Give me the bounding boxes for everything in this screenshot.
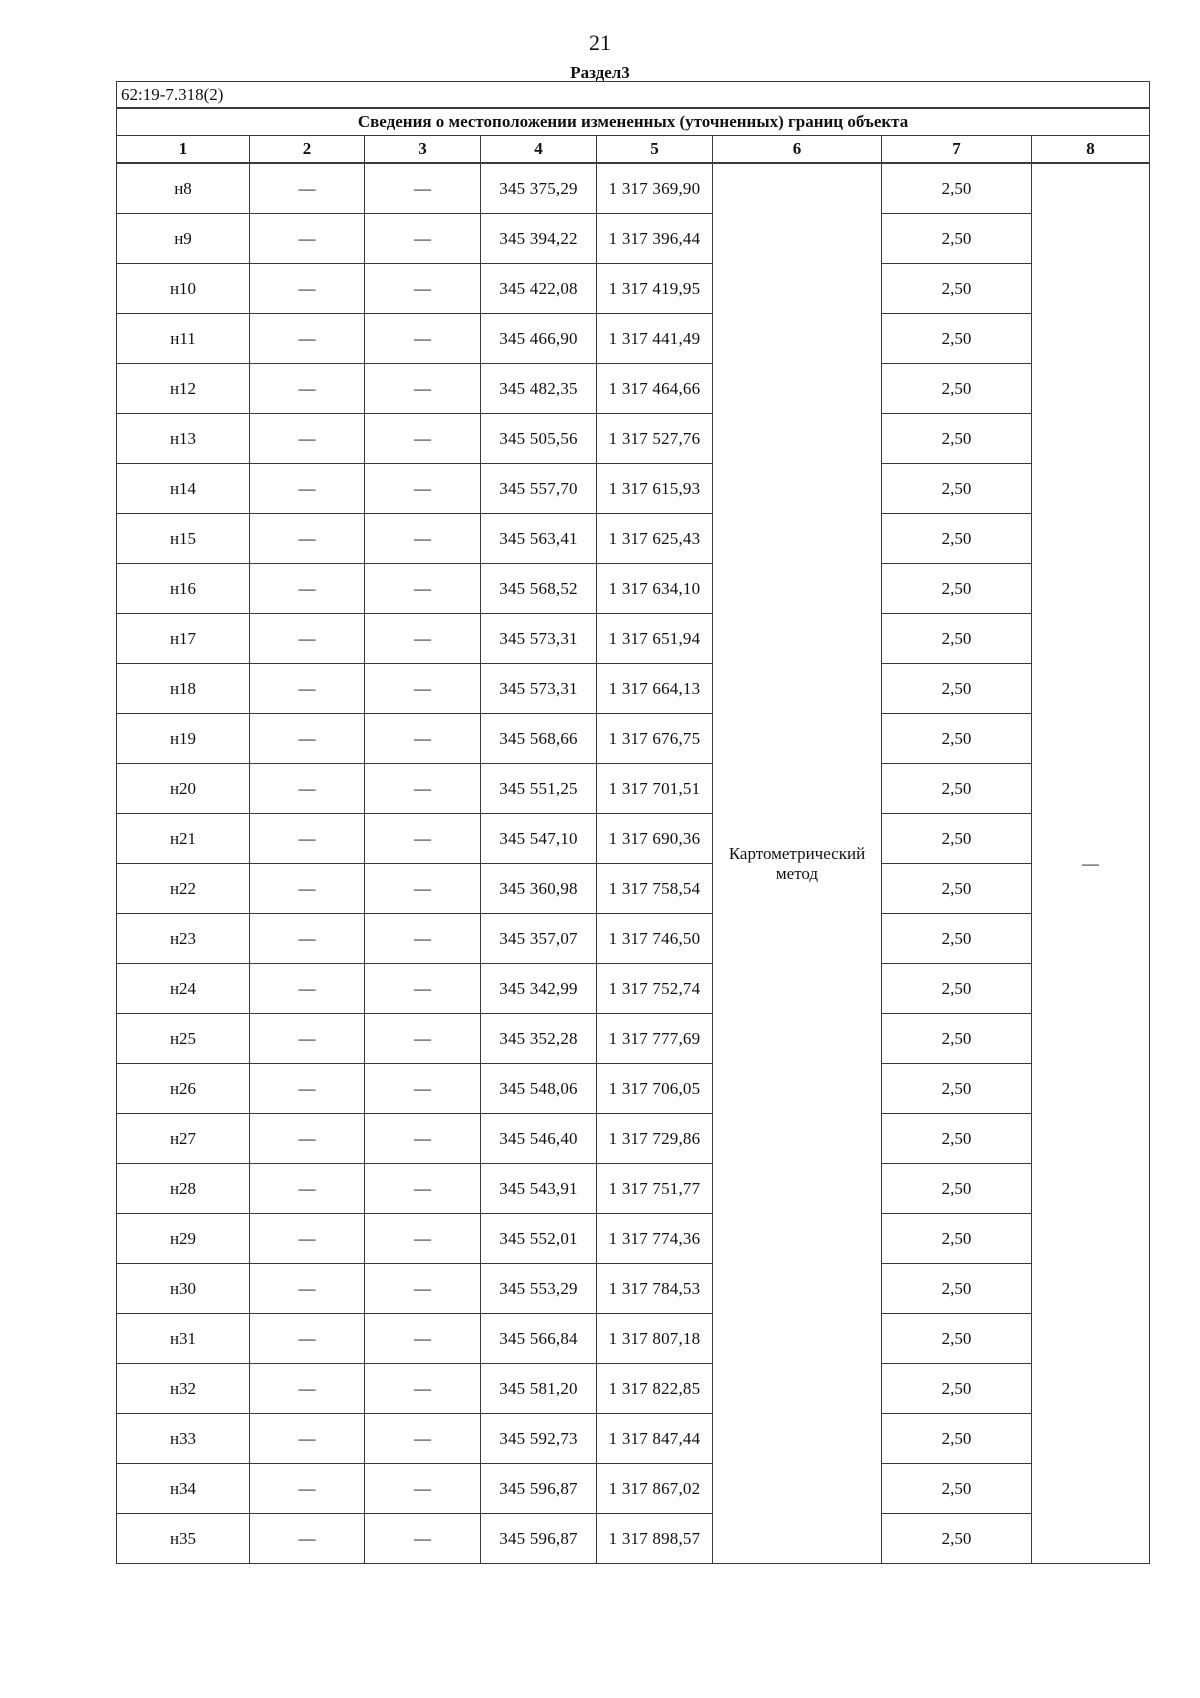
column-number: 6 <box>713 136 882 164</box>
col3-value: — <box>365 1264 481 1314</box>
table-row <box>117 564 1150 614</box>
col3-value: — <box>365 314 481 364</box>
accuracy-value: 2,50 <box>882 1464 1032 1514</box>
accuracy-value: 2,50 <box>882 564 1032 614</box>
col3-value: — <box>365 964 481 1014</box>
table-row <box>117 1014 1150 1064</box>
table-row <box>117 1464 1150 1514</box>
cadastral-number-row <box>117 82 1150 109</box>
y-coordinate: 1 317 419,95 <box>597 264 713 314</box>
y-coordinate: 1 317 664,13 <box>597 664 713 714</box>
col2-value: — <box>250 1214 365 1264</box>
cadastral-number: 62:19-7.318(2) <box>117 82 1150 109</box>
y-coordinate: 1 317 774,36 <box>597 1214 713 1264</box>
y-coordinate: 1 317 822,85 <box>597 1364 713 1414</box>
x-coordinate: 345 394,22 <box>481 214 597 264</box>
point-name: н30 <box>117 1264 250 1314</box>
col3-value: — <box>365 364 481 414</box>
col3-value: — <box>365 814 481 864</box>
point-name: н25 <box>117 1014 250 1064</box>
point-name: н13 <box>117 414 250 464</box>
x-coordinate: 345 557,70 <box>481 464 597 514</box>
y-coordinate: 1 317 898,57 <box>597 1514 713 1564</box>
col2-value: — <box>250 314 365 364</box>
col2-value: — <box>250 163 365 214</box>
table-row <box>117 1514 1150 1564</box>
y-coordinate: 1 317 651,94 <box>597 614 713 664</box>
col3-value: — <box>365 914 481 964</box>
col2-value: — <box>250 714 365 764</box>
column-number: 4 <box>481 136 597 164</box>
column-number: 1 <box>117 136 250 164</box>
y-coordinate: 1 317 369,90 <box>597 163 713 214</box>
col3-value: — <box>365 564 481 614</box>
x-coordinate: 345 543,91 <box>481 1164 597 1214</box>
col2-value: — <box>250 664 365 714</box>
col2-value: — <box>250 964 365 1014</box>
y-coordinate: 1 317 807,18 <box>597 1314 713 1364</box>
column-number: 8 <box>1032 136 1150 164</box>
y-coordinate: 1 317 706,05 <box>597 1064 713 1114</box>
col2-value: — <box>250 414 365 464</box>
accuracy-value: 2,50 <box>882 1214 1032 1264</box>
point-name: н8 <box>117 163 250 214</box>
x-coordinate: 345 466,90 <box>481 314 597 364</box>
table-row <box>117 163 1150 214</box>
table-row <box>117 914 1150 964</box>
col2-value: — <box>250 1014 365 1064</box>
column-number: 7 <box>882 136 1032 164</box>
y-coordinate: 1 317 847,44 <box>597 1414 713 1464</box>
col2-value: — <box>250 564 365 614</box>
col2-value: — <box>250 364 365 414</box>
point-name: н15 <box>117 514 250 564</box>
point-name: н28 <box>117 1164 250 1214</box>
col3-value: — <box>365 1214 481 1264</box>
col3-value: — <box>365 764 481 814</box>
accuracy-value: 2,50 <box>882 614 1032 664</box>
table-row <box>117 814 1150 864</box>
y-coordinate: 1 317 752,74 <box>597 964 713 1014</box>
point-name: н33 <box>117 1414 250 1464</box>
x-coordinate: 345 553,29 <box>481 1264 597 1314</box>
col3-value: — <box>365 464 481 514</box>
y-coordinate: 1 317 690,36 <box>597 814 713 864</box>
x-coordinate: 345 375,29 <box>481 163 597 214</box>
table-row <box>117 1064 1150 1114</box>
point-name: н26 <box>117 1064 250 1114</box>
x-coordinate: 345 342,99 <box>481 964 597 1014</box>
x-coordinate: 345 568,52 <box>481 564 597 614</box>
section-title: Раздел3 <box>570 63 630 82</box>
col2-value: — <box>250 264 365 314</box>
col3-value: — <box>365 714 481 764</box>
accuracy-value: 2,50 <box>882 1114 1032 1164</box>
y-coordinate: 1 317 777,69 <box>597 1014 713 1064</box>
table-row <box>117 1164 1150 1214</box>
col3-value: — <box>365 1514 481 1564</box>
col2-value: — <box>250 464 365 514</box>
y-coordinate: 1 317 396,44 <box>597 214 713 264</box>
table-row <box>117 1114 1150 1164</box>
y-coordinate: 1 317 464,66 <box>597 364 713 414</box>
col2-value: — <box>250 214 365 264</box>
x-coordinate: 345 566,84 <box>481 1314 597 1364</box>
table-row <box>117 414 1150 464</box>
col2-value: — <box>250 764 365 814</box>
y-coordinate: 1 317 527,76 <box>597 414 713 464</box>
x-coordinate: 345 548,06 <box>481 1064 597 1114</box>
table-row <box>117 764 1150 814</box>
y-coordinate: 1 317 746,50 <box>597 914 713 964</box>
col3-value: — <box>365 514 481 564</box>
point-name: н19 <box>117 714 250 764</box>
table-row <box>117 364 1150 414</box>
table-row <box>117 214 1150 264</box>
accuracy-value: 2,50 <box>882 214 1032 264</box>
point-name: н22 <box>117 864 250 914</box>
col3-value: — <box>365 1464 481 1514</box>
table-heading-row <box>117 108 1150 136</box>
point-name: н27 <box>117 1114 250 1164</box>
accuracy-value: 2,50 <box>882 964 1032 1014</box>
col3-value: — <box>365 1114 481 1164</box>
x-coordinate: 345 352,28 <box>481 1014 597 1064</box>
col2-value: — <box>250 1414 365 1464</box>
y-coordinate: 1 317 751,77 <box>597 1164 713 1214</box>
page-number: 21 <box>589 30 611 55</box>
accuracy-value: 2,50 <box>882 163 1032 214</box>
x-coordinate: 345 422,08 <box>481 264 597 314</box>
accuracy-value: 2,50 <box>882 514 1032 564</box>
col2-value: — <box>250 814 365 864</box>
col2-value: — <box>250 1064 365 1114</box>
accuracy-value: 2,50 <box>882 1364 1032 1414</box>
accuracy-value: 2,50 <box>882 1164 1032 1214</box>
col3-value: — <box>365 1314 481 1364</box>
col2-value: — <box>250 1164 365 1214</box>
x-coordinate: 345 505,56 <box>481 414 597 464</box>
accuracy-value: 2,50 <box>882 364 1032 414</box>
col3-value: — <box>365 414 481 464</box>
y-coordinate: 1 317 634,10 <box>597 564 713 614</box>
table-row <box>117 864 1150 914</box>
col3-value: — <box>365 664 481 714</box>
table-row <box>117 464 1150 514</box>
point-name: н29 <box>117 1214 250 1264</box>
y-coordinate: 1 317 701,51 <box>597 764 713 814</box>
table-heading: Сведения о местоположении измененных (уточненных) границ объекта <box>117 108 1150 136</box>
accuracy-value: 2,50 <box>882 764 1032 814</box>
method-cell: Картометрический метод <box>713 163 882 1564</box>
x-coordinate: 345 357,07 <box>481 914 597 964</box>
x-coordinate: 345 581,20 <box>481 1364 597 1414</box>
col3-value: — <box>365 1064 481 1114</box>
table-row <box>117 1264 1150 1314</box>
col3-value: — <box>365 163 481 214</box>
boundary-table <box>116 81 1150 1564</box>
table-row <box>117 514 1150 564</box>
x-coordinate: 345 596,87 <box>481 1464 597 1514</box>
accuracy-value: 2,50 <box>882 714 1032 764</box>
accuracy-value: 2,50 <box>882 914 1032 964</box>
x-coordinate: 345 573,31 <box>481 614 597 664</box>
col3-value: — <box>365 214 481 264</box>
table-row <box>117 1364 1150 1414</box>
point-name: н17 <box>117 614 250 664</box>
x-coordinate: 345 592,73 <box>481 1414 597 1464</box>
x-coordinate: 345 547,10 <box>481 814 597 864</box>
point-name: н23 <box>117 914 250 964</box>
y-coordinate: 1 317 625,43 <box>597 514 713 564</box>
x-coordinate: 345 482,35 <box>481 364 597 414</box>
col3-value: — <box>365 614 481 664</box>
table-row <box>117 1214 1150 1264</box>
col3-value: — <box>365 264 481 314</box>
column-number: 5 <box>597 136 713 164</box>
column-number: 2 <box>250 136 365 164</box>
x-coordinate: 345 563,41 <box>481 514 597 564</box>
table-row <box>117 664 1150 714</box>
table-row <box>117 714 1150 764</box>
accuracy-value: 2,50 <box>882 1414 1032 1464</box>
y-coordinate: 1 317 676,75 <box>597 714 713 764</box>
column-number: 3 <box>365 136 481 164</box>
col2-value: — <box>250 864 365 914</box>
accuracy-value: 2,50 <box>882 814 1032 864</box>
point-name: н32 <box>117 1364 250 1414</box>
point-name: н14 <box>117 464 250 514</box>
col3-value: — <box>365 1364 481 1414</box>
x-coordinate: 345 552,01 <box>481 1214 597 1264</box>
table-row <box>117 1314 1150 1364</box>
point-name: н10 <box>117 264 250 314</box>
x-coordinate: 345 551,25 <box>481 764 597 814</box>
table-row <box>117 1414 1150 1464</box>
point-name: н24 <box>117 964 250 1014</box>
x-coordinate: 345 360,98 <box>481 864 597 914</box>
point-name: н34 <box>117 1464 250 1514</box>
point-name: н20 <box>117 764 250 814</box>
y-coordinate: 1 317 615,93 <box>597 464 713 514</box>
table-row <box>117 314 1150 364</box>
col8-cell: — <box>1032 163 1150 1564</box>
table-row <box>117 264 1150 314</box>
accuracy-value: 2,50 <box>882 864 1032 914</box>
y-coordinate: 1 317 867,02 <box>597 1464 713 1514</box>
col2-value: — <box>250 1514 365 1564</box>
y-coordinate: 1 317 784,53 <box>597 1264 713 1314</box>
point-name: н35 <box>117 1514 250 1564</box>
col2-value: — <box>250 1464 365 1514</box>
y-coordinate: 1 317 758,54 <box>597 864 713 914</box>
col2-value: — <box>250 614 365 664</box>
y-coordinate: 1 317 729,86 <box>597 1114 713 1164</box>
accuracy-value: 2,50 <box>882 314 1032 364</box>
point-name: н31 <box>117 1314 250 1364</box>
accuracy-value: 2,50 <box>882 1514 1032 1564</box>
col2-value: — <box>250 1364 365 1414</box>
accuracy-value: 2,50 <box>882 664 1032 714</box>
col2-value: — <box>250 1114 365 1164</box>
accuracy-value: 2,50 <box>882 1314 1032 1364</box>
col3-value: — <box>365 1164 481 1214</box>
col2-value: — <box>250 1314 365 1364</box>
table-row <box>117 614 1150 664</box>
x-coordinate: 345 596,87 <box>481 1514 597 1564</box>
col2-value: — <box>250 914 365 964</box>
col2-value: — <box>250 1264 365 1314</box>
point-name: н16 <box>117 564 250 614</box>
y-coordinate: 1 317 441,49 <box>597 314 713 364</box>
point-name: н18 <box>117 664 250 714</box>
x-coordinate: 345 546,40 <box>481 1114 597 1164</box>
x-coordinate: 345 573,31 <box>481 664 597 714</box>
accuracy-value: 2,50 <box>882 1264 1032 1314</box>
point-name: н11 <box>117 314 250 364</box>
point-name: н12 <box>117 364 250 414</box>
col2-value: — <box>250 514 365 564</box>
col3-value: — <box>365 1014 481 1064</box>
accuracy-value: 2,50 <box>882 1064 1032 1114</box>
accuracy-value: 2,50 <box>882 414 1032 464</box>
point-name: н21 <box>117 814 250 864</box>
col3-value: — <box>365 864 481 914</box>
column-number-row <box>117 136 1150 164</box>
point-name: н9 <box>117 214 250 264</box>
accuracy-value: 2,50 <box>882 1014 1032 1064</box>
x-coordinate: 345 568,66 <box>481 714 597 764</box>
accuracy-value: 2,50 <box>882 464 1032 514</box>
accuracy-value: 2,50 <box>882 264 1032 314</box>
table-row <box>117 964 1150 1014</box>
col3-value: — <box>365 1414 481 1464</box>
